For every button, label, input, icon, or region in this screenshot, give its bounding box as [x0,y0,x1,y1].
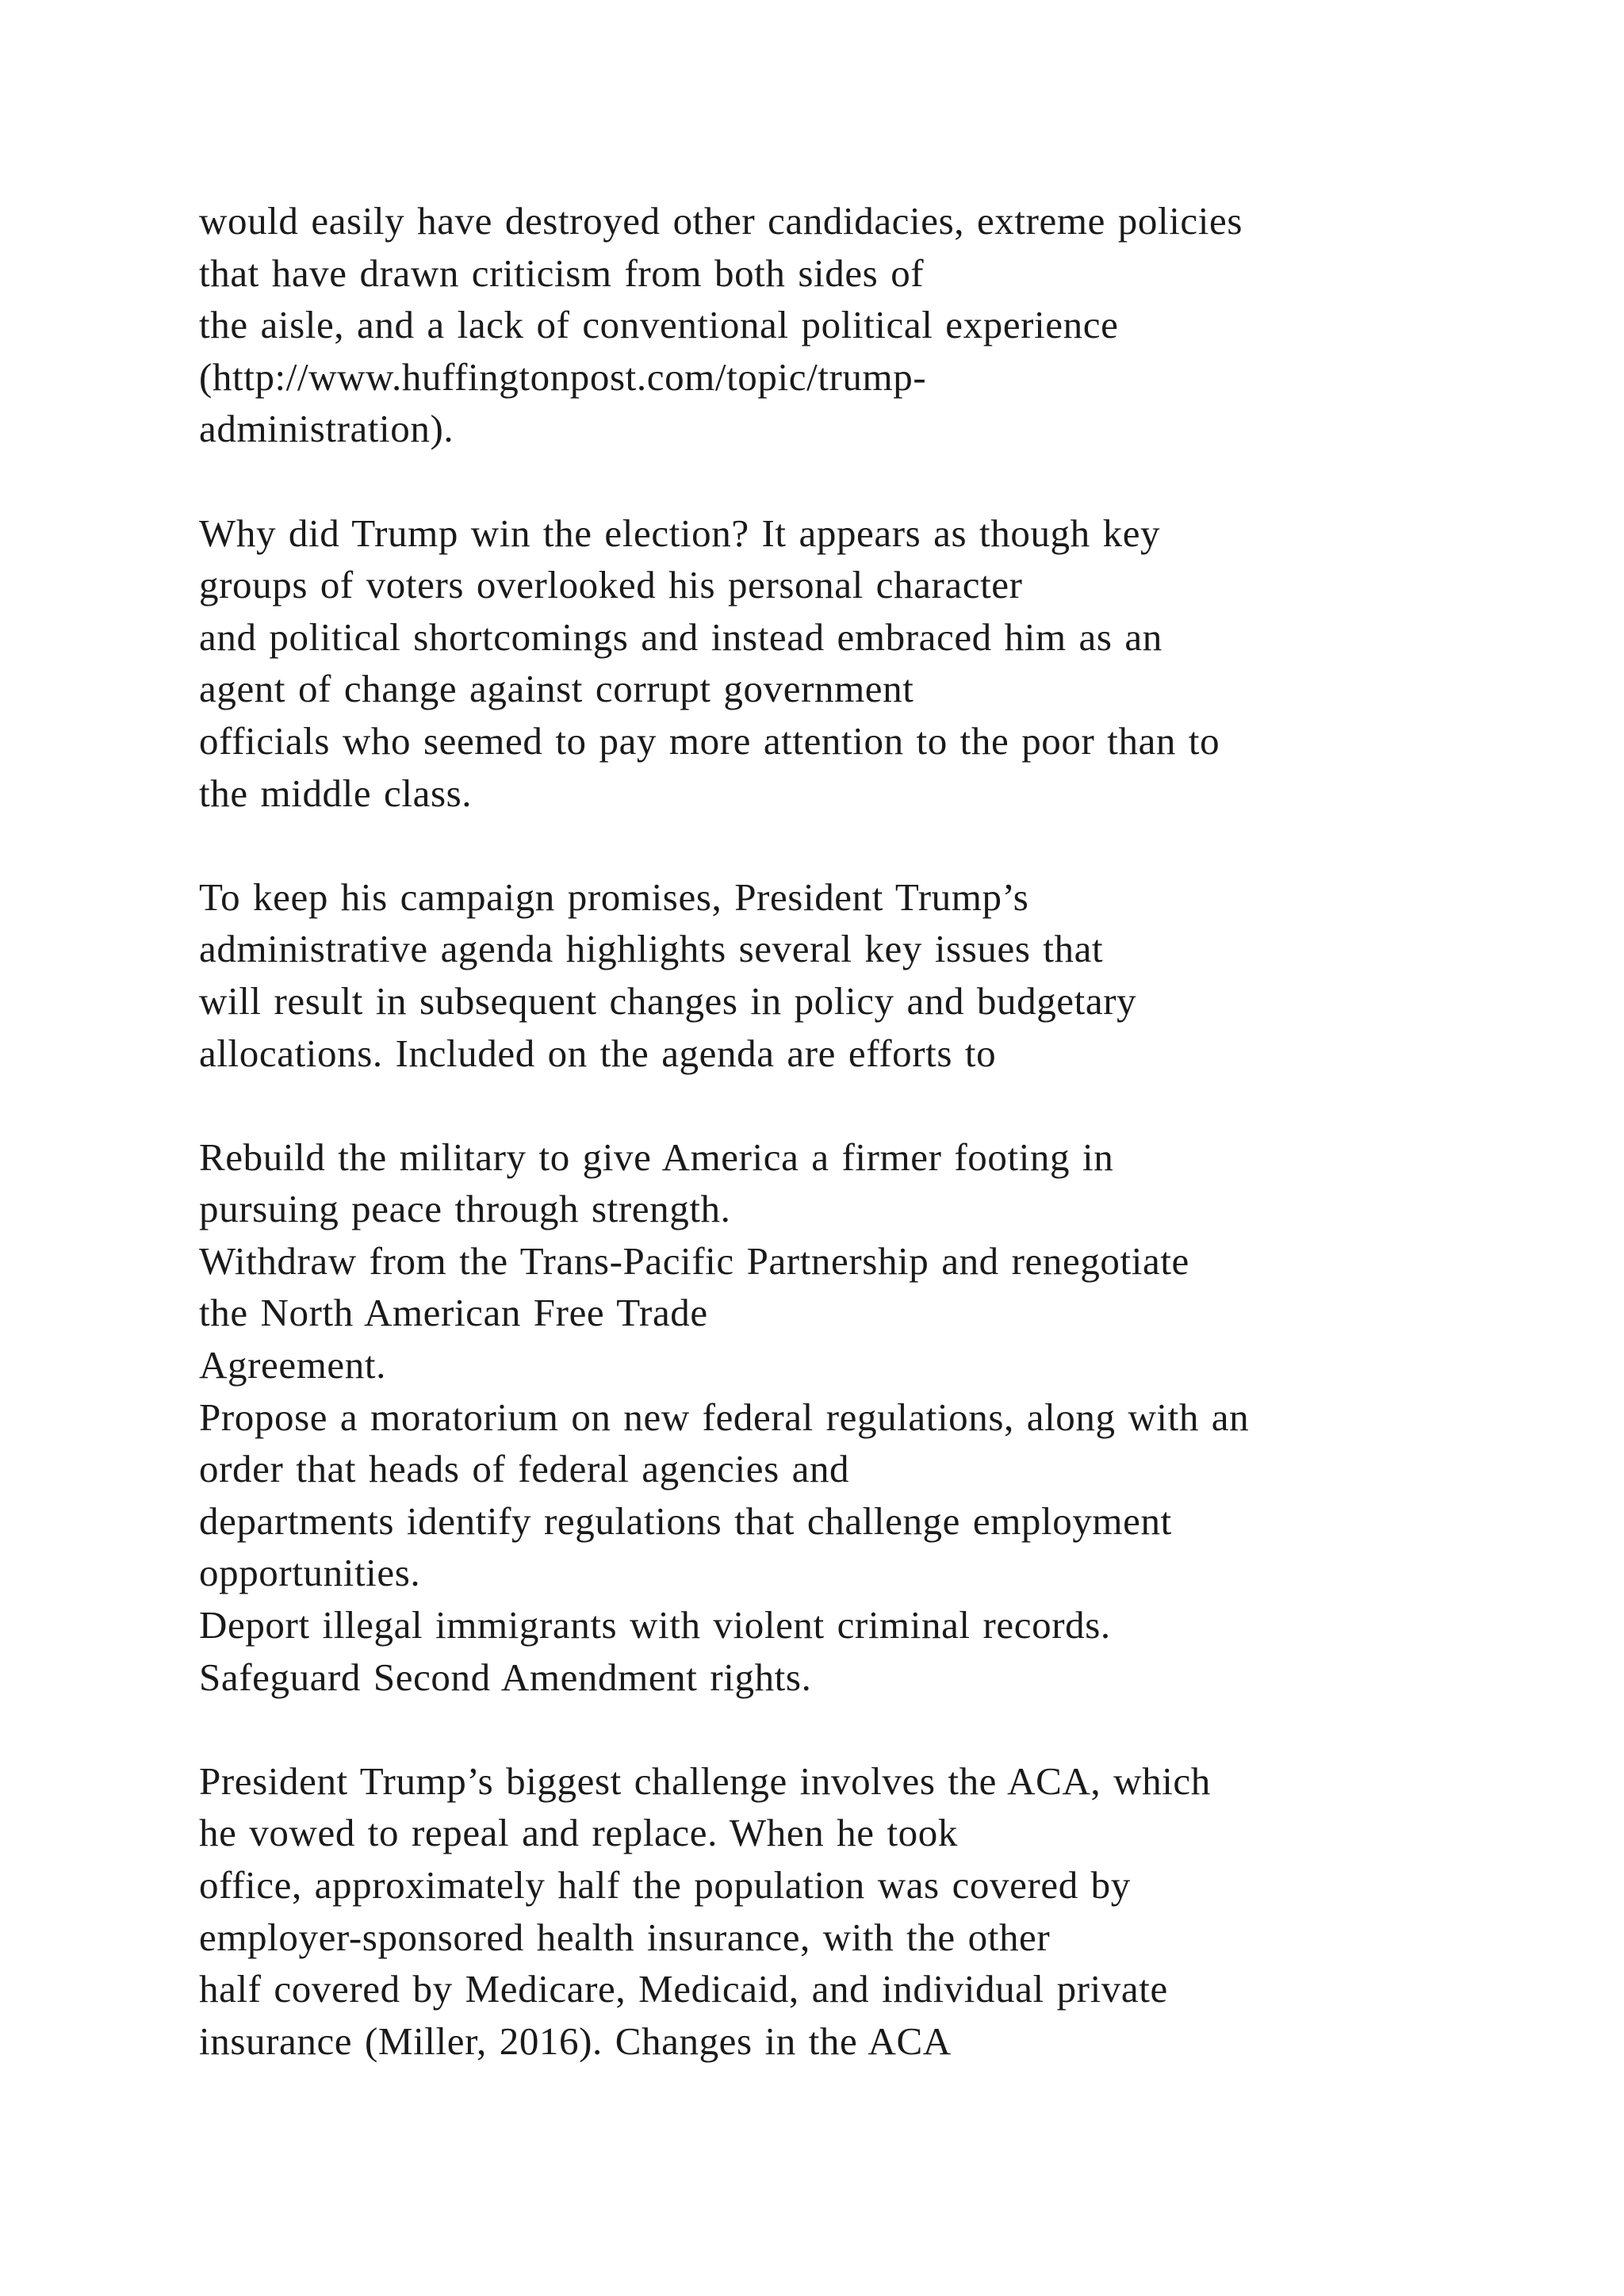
text-line: (http://www.huffingtonpost.com/topic/trump- [199,354,927,399]
text-line: Safeguard Second Amendment rights. [199,1655,812,1699]
text-line: To keep his campaign promises, President Trump’s [199,874,1029,919]
text-line: allocations. Included on the agenda are efforts to [199,1031,997,1075]
paragraph [199,1755,1547,2068]
text-line: he vowed to repeal and replace. When he took [199,1811,958,1855]
text-line: groups of voters overlooked his personal character [199,563,1023,607]
text-line: Agreement. [199,1343,386,1387]
text-line: and political shortcomings and instead embraced him as an [199,614,1162,659]
paragraph [199,195,1547,455]
paragraph [199,507,1547,820]
text-line: administration). [199,407,454,451]
paragraph [199,871,1547,1079]
text-line: officials who seemed to pay more attention to the poor than to [199,718,1220,763]
text-line: Rebuild the military to give America a firmer footing in [199,1135,1114,1179]
text-line: departments identify regulations that challenge employment [199,1498,1172,1543]
text-line: administrative agenda highlights several key issues that [199,927,1104,971]
text-line: Why did Trump win the election? It appears as though key [199,511,1161,555]
text-line: office, approximately half the population was covered by [199,1863,1131,1907]
text-line: opportunities. [199,1551,421,1595]
document-body [199,195,1547,2067]
text-line: employer-sponsored health insurance, with the other [199,1915,1051,1959]
agenda-list [199,1131,1547,1704]
text-line: order that heads of federal agencies and [199,1447,850,1491]
text-line: the middle class. [199,771,473,815]
text-line: that have drawn criticism from both sides of [199,251,925,295]
text-line: Withdraw from the Trans-Pacific Partnership and renegotiate [199,1238,1189,1283]
text-line: will result in subsequent changes in policy and budgetary [199,978,1137,1023]
text-line: insurance (Miller, 2016). Changes in the ACA [199,2019,952,2063]
text-line: the aisle, and a lack of conventional political experience [199,303,1119,347]
text-line: President Trump’s biggest challenge involves the ACA, which [199,1758,1211,1803]
text-line: agent of change against corrupt government [199,667,914,711]
text-line: pursuing peace through strength. [199,1187,731,1231]
text-line: would easily have destroyed other candidacies, extreme policies [199,199,1243,243]
text-line: half covered by Medicare, Medicaid, and individual private [199,1967,1168,2011]
text-line: the North American Free Trade [199,1291,708,1335]
text-line: Propose a moratorium on new federal regulations, along with an [199,1395,1250,1439]
text-line: Deport illegal immigrants with violent criminal records. [199,1603,1111,1647]
